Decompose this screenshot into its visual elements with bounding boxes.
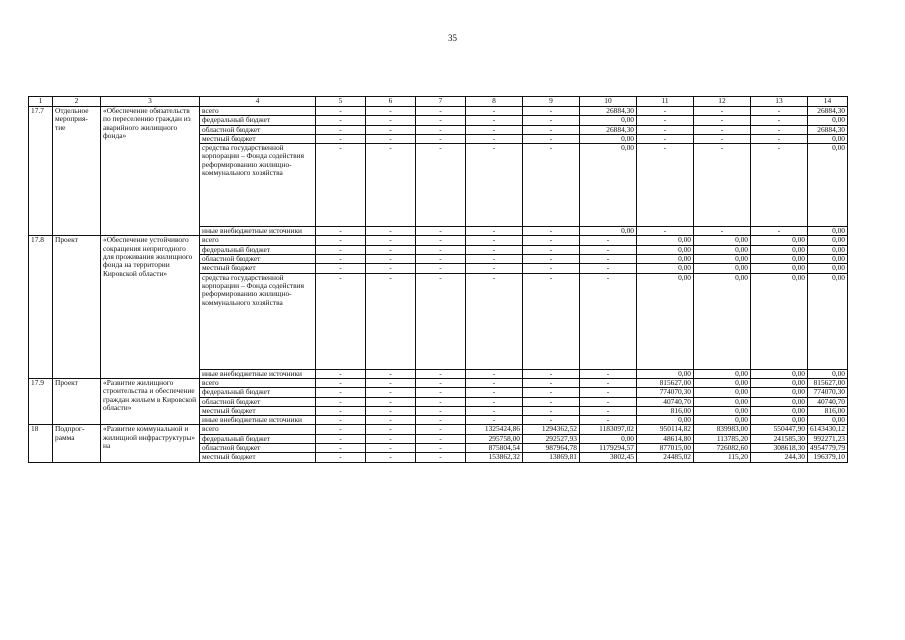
value-cell: -: [316, 107, 366, 116]
value-cell: -: [316, 227, 366, 236]
value-cell: 815627,00: [808, 378, 848, 387]
value-cell: -: [316, 444, 366, 453]
value-cell: 0,00: [808, 245, 848, 254]
value-cell: -: [523, 416, 580, 425]
value-cell: -: [366, 236, 416, 245]
value-cell: -: [751, 116, 808, 125]
value-cell: 0,00: [637, 264, 694, 273]
value-cell: -: [366, 453, 416, 462]
funding-source-cell: федеральный бюджет: [200, 434, 316, 443]
value-cell: -: [466, 107, 523, 116]
value-cell: -: [366, 416, 416, 425]
value-cell: -: [751, 227, 808, 236]
value-cell: 0,00: [637, 416, 694, 425]
value-cell: -: [316, 388, 366, 397]
value-cell: 244,30: [751, 453, 808, 462]
value-cell: 0,00: [694, 388, 751, 397]
value-cell: 1183097,02: [580, 425, 637, 434]
value-cell: -: [366, 425, 416, 434]
value-cell: -: [751, 107, 808, 116]
funding-source-cell: федеральный бюджет: [200, 116, 316, 125]
value-cell: 0,00: [751, 245, 808, 254]
value-cell: -: [523, 255, 580, 264]
row-name-cell: «Развитие жилищного строительства и обеспечение граждан жильем в Кировской области»: [101, 378, 200, 424]
value-cell: 0,00: [808, 227, 848, 236]
value-cell: 0,00: [694, 255, 751, 264]
value-cell: 0,00: [694, 416, 751, 425]
value-cell: 40740,70: [637, 397, 694, 406]
value-cell: 875804,54: [466, 444, 523, 453]
value-cell: 0,00: [694, 245, 751, 254]
value-cell: 196379,10: [808, 453, 848, 462]
value-cell: 0,00: [751, 255, 808, 264]
value-cell: -: [366, 406, 416, 415]
value-cell: -: [694, 227, 751, 236]
value-cell: -: [466, 236, 523, 245]
value-cell: 0,00: [751, 369, 808, 378]
value-cell: -: [366, 444, 416, 453]
value-cell: -: [523, 107, 580, 116]
value-cell: 26884,30: [808, 125, 848, 134]
value-cell: 0,00: [580, 134, 637, 143]
value-cell: -: [466, 378, 523, 387]
value-cell: -: [316, 134, 366, 143]
value-cell: -: [316, 245, 366, 254]
value-cell: -: [366, 227, 416, 236]
value-cell: -: [316, 144, 366, 227]
value-cell: -: [416, 369, 466, 378]
col-header: 4: [200, 97, 316, 107]
value-cell: -: [416, 273, 466, 369]
value-cell: -: [523, 144, 580, 227]
row-name-cell: «Обеспечение обязательств по переселению граждан из аварийного жилищного фонда»: [101, 107, 200, 236]
value-cell: 0,00: [580, 144, 637, 227]
value-cell: 0,00: [751, 388, 808, 397]
value-cell: -: [637, 125, 694, 134]
funding-source-cell: местный бюджет: [200, 264, 316, 273]
col-header: 6: [366, 97, 416, 107]
value-cell: -: [416, 406, 466, 415]
col-header: 13: [751, 97, 808, 107]
value-cell: -: [316, 397, 366, 406]
value-cell: 987964,78: [523, 444, 580, 453]
col-header: 2: [53, 97, 101, 107]
value-cell: -: [466, 227, 523, 236]
value-cell: -: [366, 378, 416, 387]
value-cell: -: [580, 236, 637, 245]
table-body: [29, 107, 848, 463]
row-number-cell: 18: [29, 425, 53, 462]
value-cell: -: [316, 273, 366, 369]
value-cell: -: [580, 245, 637, 254]
value-cell: 13869,81: [523, 453, 580, 462]
value-cell: -: [416, 107, 466, 116]
value-cell: 0,00: [637, 369, 694, 378]
value-cell: 816,00: [637, 406, 694, 415]
value-cell: -: [637, 134, 694, 143]
value-cell: -: [523, 236, 580, 245]
value-cell: 0,00: [808, 273, 848, 369]
row-type-cell: Подпрог-рамма: [53, 425, 101, 462]
value-cell: -: [416, 134, 466, 143]
funding-source-cell: всего: [200, 378, 316, 387]
funding-source-cell: иные внебюджетные источники: [200, 416, 316, 425]
value-cell: -: [523, 245, 580, 254]
value-cell: -: [366, 134, 416, 143]
value-cell: -: [316, 453, 366, 462]
value-cell: -: [466, 369, 523, 378]
value-cell: -: [316, 369, 366, 378]
value-cell: -: [366, 264, 416, 273]
value-cell: -: [416, 434, 466, 443]
value-cell: 774070,30: [637, 388, 694, 397]
funding-source-cell: местный бюджет: [200, 406, 316, 415]
value-cell: 1325424,86: [466, 425, 523, 434]
value-cell: 6143430,12: [808, 425, 848, 434]
row-type-cell: Отдельное мероприя-тие: [53, 107, 101, 236]
value-cell: -: [523, 378, 580, 387]
value-cell: -: [416, 444, 466, 453]
funding-source-cell: иные внебюджетные источники: [200, 369, 316, 378]
col-header: 1: [29, 97, 53, 107]
value-cell: -: [580, 369, 637, 378]
value-cell: 0,00: [808, 264, 848, 273]
value-cell: -: [366, 388, 416, 397]
value-cell: -: [466, 245, 523, 254]
value-cell: -: [316, 255, 366, 264]
funding-source-cell: местный бюджет: [200, 134, 316, 143]
value-cell: 0,00: [808, 134, 848, 143]
funding-source-cell: областной бюджет: [200, 125, 316, 134]
value-cell: -: [416, 378, 466, 387]
value-cell: -: [366, 116, 416, 125]
value-cell: 115,20: [694, 453, 751, 462]
funding-source-cell: федеральный бюджет: [200, 388, 316, 397]
value-cell: 815627,00: [637, 378, 694, 387]
value-cell: -: [637, 227, 694, 236]
value-cell: -: [316, 236, 366, 245]
value-cell: -: [523, 125, 580, 134]
value-cell: -: [523, 116, 580, 125]
value-cell: 0,00: [751, 236, 808, 245]
value-cell: -: [523, 397, 580, 406]
value-cell: 0,00: [580, 434, 637, 443]
value-cell: -: [416, 144, 466, 227]
value-cell: -: [637, 144, 694, 227]
value-cell: 0,00: [694, 378, 751, 387]
value-cell: -: [523, 264, 580, 273]
value-cell: 0,00: [580, 116, 637, 125]
value-cell: -: [751, 125, 808, 134]
funding-source-cell: местный бюджет: [200, 453, 316, 462]
funding-source-cell: всего: [200, 236, 316, 245]
value-cell: 0,00: [751, 273, 808, 369]
row-name-cell: «Обеспечение устойчивого сокращения непригодного для проживания жилищного фонда на территории Кировской области»: [101, 236, 200, 378]
value-cell: -: [466, 144, 523, 227]
funding-source-cell: федеральный бюджет: [200, 245, 316, 254]
value-cell: -: [416, 425, 466, 434]
value-cell: -: [466, 116, 523, 125]
value-cell: 0,00: [694, 273, 751, 369]
row-type-cell: Проект: [53, 236, 101, 378]
col-header: 7: [416, 97, 466, 107]
value-cell: -: [580, 378, 637, 387]
col-header: 12: [694, 97, 751, 107]
value-cell: -: [694, 125, 751, 134]
value-cell: -: [316, 406, 366, 415]
value-cell: -: [694, 134, 751, 143]
row-number-cell: 17.9: [29, 378, 53, 424]
value-cell: 292527,93: [523, 434, 580, 443]
value-cell: 0,00: [694, 369, 751, 378]
value-cell: -: [366, 125, 416, 134]
value-cell: 992271,23: [808, 434, 848, 443]
value-cell: 0,00: [751, 416, 808, 425]
value-cell: -: [466, 134, 523, 143]
col-header: 11: [637, 97, 694, 107]
value-cell: 3802,45: [580, 453, 637, 462]
header-row: [29, 97, 848, 107]
value-cell: 0,00: [694, 236, 751, 245]
value-cell: -: [366, 255, 416, 264]
value-cell: 0,00: [637, 273, 694, 369]
value-cell: -: [466, 125, 523, 134]
value-cell: -: [466, 255, 523, 264]
value-cell: -: [580, 406, 637, 415]
value-cell: -: [694, 144, 751, 227]
table-row: [29, 425, 848, 434]
value-cell: -: [316, 264, 366, 273]
value-cell: 0,00: [808, 144, 848, 227]
funding-source-cell: всего: [200, 425, 316, 434]
value-cell: -: [416, 125, 466, 134]
value-cell: -: [366, 397, 416, 406]
value-cell: 4954779,79: [808, 444, 848, 453]
value-cell: -: [580, 397, 637, 406]
value-cell: -: [637, 116, 694, 125]
value-cell: 0,00: [637, 245, 694, 254]
value-cell: -: [523, 406, 580, 415]
value-cell: -: [316, 116, 366, 125]
value-cell: -: [580, 255, 637, 264]
value-cell: 0,00: [751, 264, 808, 273]
value-cell: -: [580, 388, 637, 397]
value-cell: -: [366, 369, 416, 378]
value-cell: 241585,30: [751, 434, 808, 443]
value-cell: 40740,70: [808, 397, 848, 406]
value-cell: 839983,00: [694, 425, 751, 434]
value-cell: -: [580, 416, 637, 425]
value-cell: 24485,02: [637, 453, 694, 462]
value-cell: -: [416, 236, 466, 245]
value-cell: 0,00: [808, 416, 848, 425]
value-cell: -: [416, 245, 466, 254]
budget-table: [28, 96, 848, 463]
value-cell: -: [523, 388, 580, 397]
value-cell: -: [694, 107, 751, 116]
value-cell: 0,00: [637, 255, 694, 264]
value-cell: 26884,30: [580, 125, 637, 134]
value-cell: -: [580, 264, 637, 273]
value-cell: 308618,30: [751, 444, 808, 453]
page-number: 35: [448, 33, 457, 43]
value-cell: -: [694, 116, 751, 125]
table-row: [29, 107, 848, 116]
value-cell: -: [523, 369, 580, 378]
col-header: 14: [808, 97, 848, 107]
value-cell: -: [416, 416, 466, 425]
value-cell: -: [751, 144, 808, 227]
value-cell: -: [366, 144, 416, 227]
value-cell: 0,00: [694, 397, 751, 406]
value-cell: -: [523, 273, 580, 369]
value-cell: -: [316, 378, 366, 387]
col-header: 3: [101, 97, 200, 107]
col-header: 9: [523, 97, 580, 107]
value-cell: 0,00: [694, 406, 751, 415]
funding-source-cell: областной бюджет: [200, 397, 316, 406]
value-cell: 950114,82: [637, 425, 694, 434]
value-cell: -: [466, 397, 523, 406]
value-cell: -: [466, 264, 523, 273]
value-cell: -: [466, 416, 523, 425]
row-number-cell: 17.7: [29, 107, 53, 236]
funding-source-cell: областной бюджет: [200, 255, 316, 264]
funding-source-cell: средства государственной корпорации – Фонда содействия реформированию жилищно-коммунального хозяйства: [200, 144, 316, 227]
value-cell: 0,00: [751, 406, 808, 415]
value-cell: 0,00: [808, 116, 848, 125]
value-cell: -: [316, 416, 366, 425]
value-cell: -: [316, 125, 366, 134]
value-cell: -: [416, 388, 466, 397]
row-type-cell: Проект: [53, 378, 101, 424]
value-cell: 0,00: [808, 255, 848, 264]
value-cell: -: [366, 273, 416, 369]
value-cell: 0,00: [637, 236, 694, 245]
col-header: 5: [316, 97, 366, 107]
value-cell: -: [580, 273, 637, 369]
value-cell: 1294362,52: [523, 425, 580, 434]
value-cell: 0,00: [580, 227, 637, 236]
value-cell: -: [637, 107, 694, 116]
value-cell: 295758,00: [466, 434, 523, 443]
value-cell: 550447,90: [751, 425, 808, 434]
value-cell: -: [316, 425, 366, 434]
value-cell: -: [366, 107, 416, 116]
value-cell: -: [416, 116, 466, 125]
value-cell: 113785,20: [694, 434, 751, 443]
value-cell: 26884,30: [808, 107, 848, 116]
value-cell: -: [466, 273, 523, 369]
value-cell: 816,00: [808, 406, 848, 415]
value-cell: 0,00: [808, 236, 848, 245]
value-cell: -: [416, 264, 466, 273]
funding-source-cell: иные внебюджетные источники: [200, 227, 316, 236]
value-cell: -: [466, 406, 523, 415]
value-cell: -: [466, 388, 523, 397]
col-header: 10: [580, 97, 637, 107]
value-cell: 726082,60: [694, 444, 751, 453]
funding-source-cell: всего: [200, 107, 316, 116]
value-cell: 48614,80: [637, 434, 694, 443]
value-cell: 0,00: [694, 264, 751, 273]
value-cell: -: [523, 227, 580, 236]
value-cell: 774070,30: [808, 388, 848, 397]
value-cell: 0,00: [751, 397, 808, 406]
value-cell: 0,00: [751, 378, 808, 387]
value-cell: -: [416, 397, 466, 406]
value-cell: -: [751, 134, 808, 143]
value-cell: 26884,30: [580, 107, 637, 116]
funding-source-cell: средства государственной корпорации – Фонда содействия реформированию жилищно-коммунального хозяйства: [200, 273, 316, 369]
col-header: 8: [466, 97, 523, 107]
row-name-cell: «Развитие коммунальной и жилищной инфраструктуры» на: [101, 425, 200, 462]
value-cell: -: [523, 134, 580, 143]
value-cell: 153862,32: [466, 453, 523, 462]
value-cell: -: [316, 434, 366, 443]
funding-source-cell: областной бюджет: [200, 444, 316, 453]
value-cell: -: [366, 434, 416, 443]
value-cell: -: [366, 245, 416, 254]
value-cell: 1179294,57: [580, 444, 637, 453]
row-number-cell: 17.8: [29, 236, 53, 378]
table-row: [29, 236, 848, 245]
value-cell: 877015,00: [637, 444, 694, 453]
value-cell: -: [416, 227, 466, 236]
value-cell: -: [416, 255, 466, 264]
table-row: [29, 378, 848, 387]
value-cell: 0,00: [808, 369, 848, 378]
value-cell: -: [416, 453, 466, 462]
